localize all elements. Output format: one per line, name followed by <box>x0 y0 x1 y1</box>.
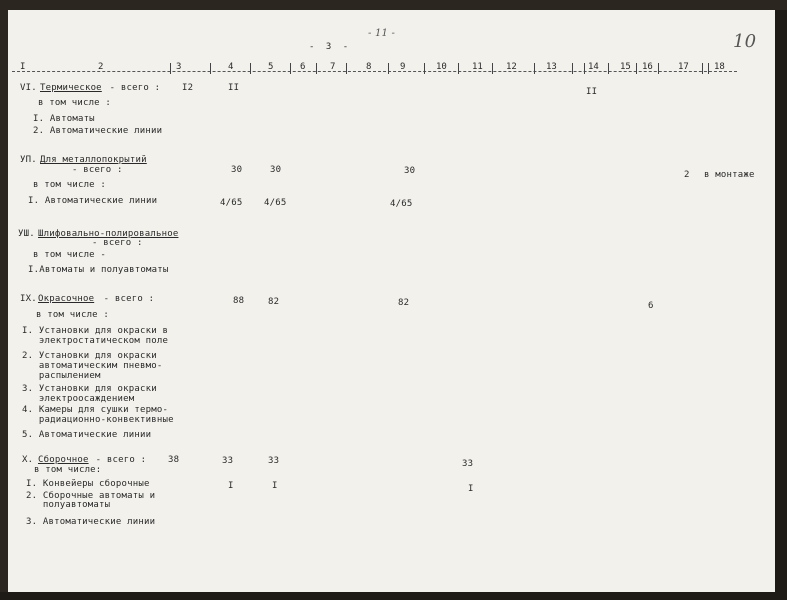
section-ix-item-3b: электроосаждением <box>22 394 135 404</box>
col-1: I <box>20 62 26 72</box>
col-14: 14 <box>588 62 599 72</box>
section-ix-total-label: - всего : <box>98 294 155 304</box>
col-divider <box>388 63 389 74</box>
col-divider <box>658 63 659 74</box>
section-ix-item-5: 5. Автоматические линии <box>22 430 152 440</box>
section-ix-number: IX. <box>20 294 37 304</box>
col-4: 4 <box>228 62 234 72</box>
section-vii-item-1-col4: 4/65 <box>220 198 243 208</box>
col-divider <box>316 63 317 74</box>
section-vii-col5: 30 <box>270 165 282 175</box>
section-vi-col4: II <box>228 83 240 93</box>
section-vi-total-label: - всего : <box>104 83 161 93</box>
col-7: 7 <box>330 62 336 72</box>
section-ix-item-1a: I. Установки для окраски в <box>22 326 169 336</box>
section-ix-item-4b: радиационно-конвективные <box>22 415 174 425</box>
col-16: 16 <box>642 62 653 72</box>
section-ix-col9: 82 <box>398 298 410 308</box>
section-ix-col4: 88 <box>233 296 245 306</box>
section-x-item-1: I. Конвейеры сборочные <box>26 479 150 489</box>
col-6: 6 <box>300 62 306 72</box>
section-viii-title: Шлифовально-полировальное <box>38 229 179 239</box>
col-divider <box>608 63 609 74</box>
col-2: 2 <box>98 62 104 72</box>
col-divider <box>572 63 573 74</box>
col-divider <box>170 63 171 74</box>
col-11: 11 <box>472 62 483 72</box>
section-viii-including: в том числе - <box>33 250 107 260</box>
section-x-item-1-col5: I <box>272 481 278 491</box>
section-ix-title: Окрасочное <box>38 294 95 304</box>
col-18: 18 <box>714 62 725 72</box>
section-x-item-1-col4: I <box>228 481 234 491</box>
section-x-title: Сборочное <box>38 455 89 465</box>
col-8: 8 <box>366 62 372 72</box>
section-vii-item-1-col5: 4/65 <box>264 198 287 208</box>
col-divider <box>636 63 637 74</box>
section-x-item-2a: 2. Сборочные автоматы и <box>26 491 156 501</box>
section-vi-col3: I2 <box>182 83 194 93</box>
section-vi-col14: II <box>586 87 598 97</box>
col-divider <box>534 63 535 74</box>
section-x-col4: 33 <box>222 456 234 466</box>
col-divider <box>250 63 251 74</box>
section-ix-item-2a: 2. Установки для окраски <box>22 351 157 361</box>
page-number: - 3 - <box>309 42 349 52</box>
col-divider <box>424 63 425 74</box>
scan-edge-bottom <box>0 592 787 600</box>
section-vi-number: VI. <box>20 83 37 93</box>
col-3: 3 <box>176 62 182 72</box>
section-vii-col9: 30 <box>404 166 416 176</box>
column-header <box>12 60 737 78</box>
section-viii-number: УШ. <box>18 229 35 239</box>
section-ix-item-3a: 3. Установки для окраски <box>22 384 157 394</box>
col-divider <box>458 63 459 74</box>
section-ix-including: в том числе : <box>36 310 110 320</box>
section-vii-item-1-col9: 4/65 <box>390 199 413 209</box>
section-vii-note: в монтаже <box>704 170 755 180</box>
section-x-col11: 33 <box>462 459 474 469</box>
section-x-item-1-col11: I <box>468 484 474 494</box>
section-viii-item-1: I.Автоматы и полуавтоматы <box>28 265 169 275</box>
section-viii-total-label: - всего : <box>92 238 143 248</box>
col-divider <box>492 63 493 74</box>
section-x-col5: 33 <box>268 456 280 466</box>
col-divider <box>702 63 703 74</box>
section-ix-item-2b: автоматическим пневмо- <box>22 361 163 371</box>
section-x-number: X. <box>22 455 34 465</box>
scan-edge <box>775 10 787 600</box>
section-vii-col17: 2 <box>684 170 690 180</box>
section-ix-item-4a: 4. Камеры для сушки термо- <box>22 405 169 415</box>
col-divider <box>210 63 211 74</box>
section-x-total-label: - всего : <box>90 455 147 465</box>
section-vi-including: в том числе : <box>38 98 112 108</box>
section-vi-item-2: 2. Автоматические линии <box>33 126 163 136</box>
col-divider <box>346 63 347 74</box>
section-ix-item-2c: распылением <box>22 371 101 381</box>
section-vii-col4: 30 <box>231 165 243 175</box>
section-vii-including: в том числе : <box>33 180 107 190</box>
section-vii-item-1: I. Автоматические линии <box>28 196 158 206</box>
page-number-handwritten: - 11 - <box>368 28 396 39</box>
section-ix-col16: 6 <box>648 301 654 311</box>
section-vi-title: Термическое <box>40 83 102 93</box>
section-x-item-3: 3. Автоматические линии <box>26 517 156 527</box>
section-x-including: в том числе: <box>34 465 102 475</box>
col-13: 13 <box>546 62 557 72</box>
col-divider <box>290 63 291 74</box>
section-vii-total-label: - всего : <box>72 165 123 175</box>
section-ix-item-1b: электростатическом поле <box>22 336 169 346</box>
section-vii-number: УП. <box>20 155 37 165</box>
col-divider <box>708 63 709 74</box>
section-vi-item-1: I. Автоматы <box>33 114 95 124</box>
col-15: 15 <box>620 62 631 72</box>
section-ix-col5: 82 <box>268 297 280 307</box>
col-divider <box>584 63 585 74</box>
section-x-item-2b: полуавтоматы <box>26 500 111 510</box>
col-12: 12 <box>506 62 517 72</box>
col-9: 9 <box>400 62 406 72</box>
archive-folio-number: 10 <box>733 31 757 52</box>
section-x-col3: 38 <box>168 455 180 465</box>
col-17: 17 <box>678 62 689 72</box>
col-10: 10 <box>436 62 447 72</box>
section-vii-title: Для металлопокрытий <box>40 155 147 165</box>
col-5: 5 <box>268 62 274 72</box>
